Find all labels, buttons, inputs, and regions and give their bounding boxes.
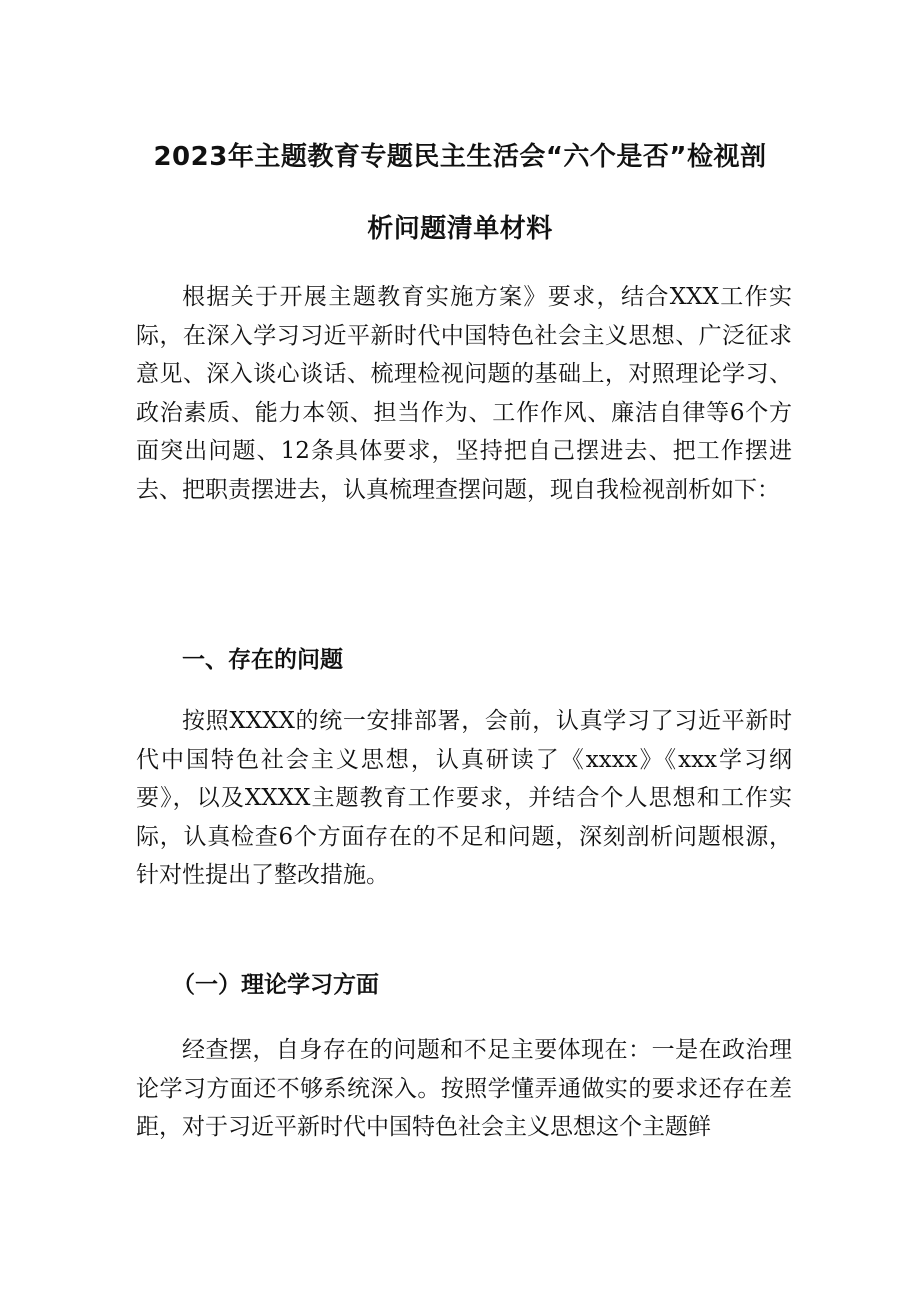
- intro-paragraph: 根据关于开展主题教育实施方案》要求，结合XXX工作实际，在深入学习习近平新时代中国特色社会主义思想、广泛征求意见、深入谈心谈话、梳理检视问题的基础上，对照理论学习、政治素质、能力本领、担当作为、工作作风、廉洁自律等6个方面突出问题、12条具体要求，坚持把自己摆进去、把工作摆进去、把职责摆进去，认真梳理查摆问题，现自我检视剖析如下：: [136, 284, 792, 503]
- document-title-line-2: 析问题清单材料: [367, 214, 553, 244]
- section-paragraph-problems: 按照XXXX的统一安排部署，会前，认真学习了习近平新时代中国特色社会主义思想，认真研读了《xxxx》《xxx学习纲要》，以及XXXX主题教育工作要求，并结合个人思想和工作实际，认真检查6个方面存在的不足和问题，深刻剖析问题根源，针对性提出了整改措施。: [136, 708, 792, 889]
- document-title-line-1: 2023年主题教育专题民主生活会“六个是否”检视剖: [153, 142, 767, 172]
- subsection-heading-theory-study: （一）理论学习方面: [172, 972, 379, 998]
- subsection-paragraph-theory-study: 经查摆，自身存在的问题和不足主要体现在：一是在政治理论学习方面还不够系统深入。按照学懂弄通做实的要求还存在差距，对于习近平新时代中国特色社会主义思想这个主题鲜: [136, 1037, 792, 1141]
- section-heading-problems: 一、存在的问题: [182, 647, 343, 673]
